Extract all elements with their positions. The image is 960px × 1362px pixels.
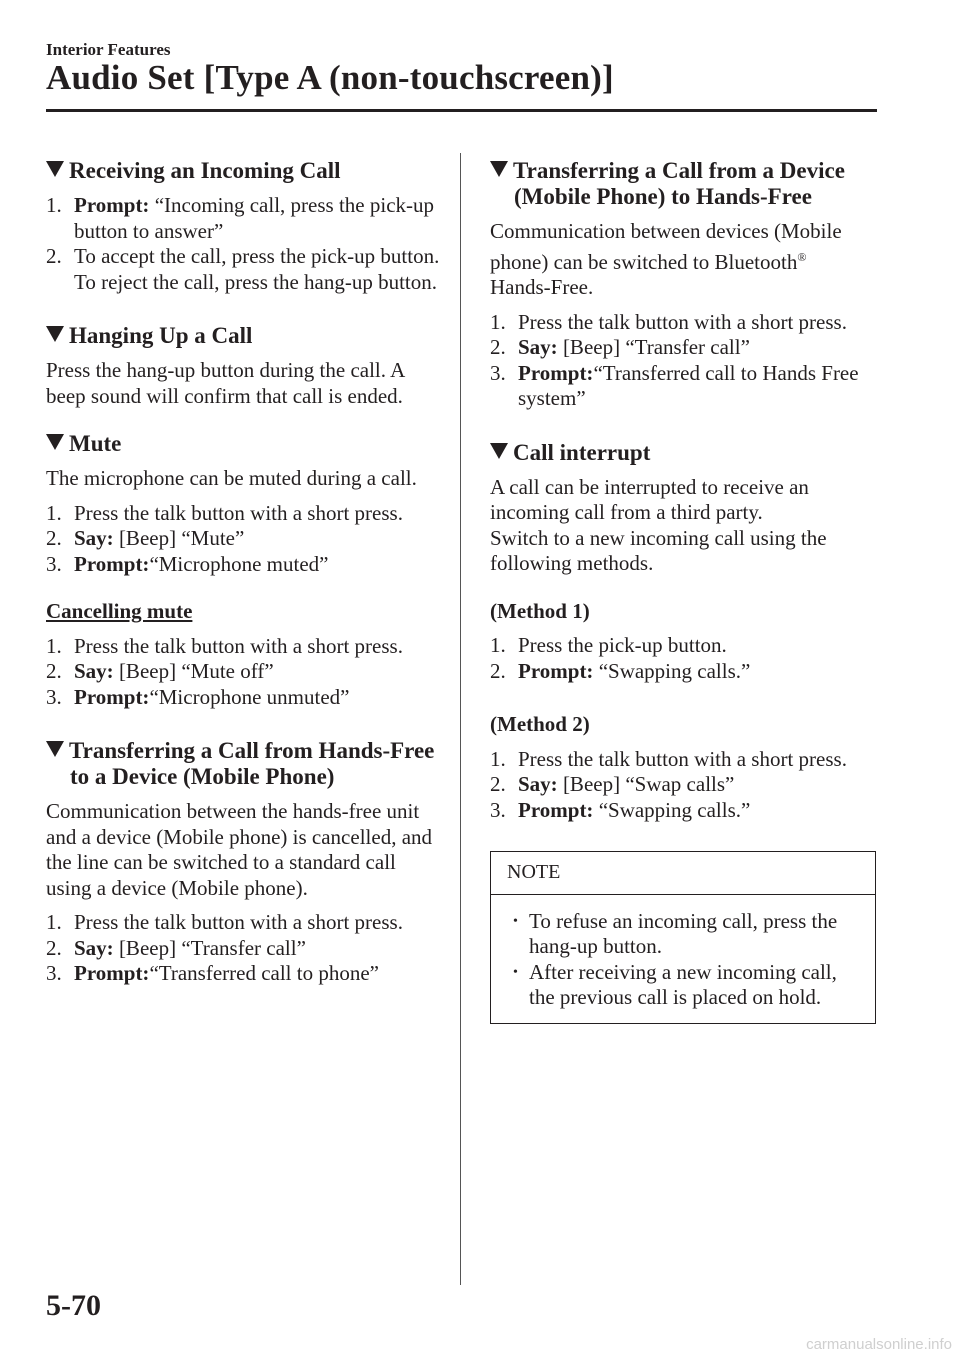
triangle-marker-icon xyxy=(46,741,64,757)
column-divider xyxy=(460,153,461,1285)
triangle-marker-icon xyxy=(490,161,508,177)
method-1-heading: (Method 1) xyxy=(490,598,590,623)
right-column xyxy=(490,158,880,1024)
interrupt-body: A call can be interrupted to receive an incoming call from a third party. xyxy=(490,474,809,524)
note-title: NOTE xyxy=(491,852,875,895)
list-item: 2. Say: [Beep] “Transfer call” xyxy=(46,935,306,960)
cancel-mute-heading: Cancelling mute xyxy=(46,599,193,623)
list-item: • After receiving a new incoming call, the previous call is placed on hold. xyxy=(513,959,837,1009)
transfer-to-device-body: Communication between the hands-free unit and a device (Mobile phone) is cancelled, and the line can be switched to a standard call using a device (Mobile phone). xyxy=(46,799,433,900)
heading-hanging-up: Hanging Up a Call xyxy=(46,323,441,349)
cancel-mute-steps xyxy=(46,634,441,711)
interrupt-body-2: Switch to a new incoming call using the following methods. xyxy=(490,525,827,575)
list-item: 3. Prompt:“Microphone muted” xyxy=(46,551,329,576)
heading-transfer-to-device: Transferring a Call from Hands-Free to a Device (Mobile Phone) xyxy=(46,738,441,790)
list-item: 1. Press the talk button with a short press. xyxy=(46,500,403,525)
list-item: 1. Press the talk button with a short press. xyxy=(490,309,847,334)
heading-receiving-call: Receiving an Incoming Call xyxy=(46,158,441,184)
page-title: Audio Set [Type A (non-touchscreen)] xyxy=(46,58,614,97)
list-item: 1. Press the pick-up button. xyxy=(490,633,727,657)
list-item: 2. Say: [Beep] “Mute” xyxy=(46,526,245,550)
page-number: 5-70 xyxy=(46,1289,101,1322)
list-item: 2. Say: [Beep] “Transfer call” xyxy=(490,335,750,359)
method-1-steps xyxy=(490,633,880,684)
list-item: 1. Press the talk button with a short press. xyxy=(46,910,403,934)
method-2-heading: (Method 2) xyxy=(490,712,590,736)
list-item: 2. Prompt: “Swapping calls.” xyxy=(490,658,751,683)
list-item: 1. Press the talk button with a short press. xyxy=(46,633,403,658)
list-item: 3. Prompt:“Transferred call to phone” xyxy=(46,961,379,985)
list-item: 3. Prompt:“Transferred call to Hands Free system” xyxy=(490,360,859,410)
mute-steps xyxy=(46,501,441,578)
section-label: Interior Features xyxy=(46,40,171,59)
list-item: 3. Prompt:“Microphone unmuted” xyxy=(46,684,350,709)
list-item: 1. Press the talk button with a short press. xyxy=(490,746,847,771)
heading-mute: Mute xyxy=(46,431,441,457)
bullet-icon: • xyxy=(513,964,518,980)
triangle-marker-icon xyxy=(46,161,64,177)
mute-body: The microphone can be muted during a call. xyxy=(46,466,417,490)
list-item: 1. Prompt: “Incoming call, press the pick-up button to answer” xyxy=(46,193,435,243)
triangle-marker-icon xyxy=(490,443,508,459)
triangle-marker-icon xyxy=(46,326,64,342)
header-rule xyxy=(46,109,877,112)
list-item: 2. Say: [Beep] “Mute off” xyxy=(46,659,274,683)
list-item: 3. Prompt: “Swapping calls.” xyxy=(490,797,751,822)
heading-call-interrupt: Call interrupt xyxy=(490,440,880,466)
note-body xyxy=(491,895,875,1023)
watermark: carmanualsonline.info xyxy=(806,1336,952,1353)
list-item: 2. Say: [Beep] “Swap calls” xyxy=(490,772,735,796)
transfer-to-device-steps xyxy=(46,910,441,987)
method-2-steps xyxy=(490,747,880,824)
triangle-marker-icon xyxy=(46,434,64,450)
transfer-to-handsfree-body: Communication between devices (Mobile phone) can be switched to Bluetooth® Hands-Free. xyxy=(490,219,842,299)
receiving-steps xyxy=(46,193,441,295)
list-item: • To refuse an incoming call, press the hang-up button. xyxy=(513,908,838,958)
hanging-body: Press the hang-up button during the call. A beep sound will confirm that call is ended. xyxy=(46,358,405,408)
bullet-icon: • xyxy=(513,913,518,929)
transfer-to-handsfree-steps xyxy=(490,310,880,412)
note-box xyxy=(490,851,876,1024)
left-column xyxy=(46,158,441,987)
list-item: 2. To accept the call, press the pick-up button. To reject the call, press the hang-up button. xyxy=(46,244,440,294)
heading-transfer-to-handsfree: Transferring a Call from a Device (Mobile Phone) to Hands-Free xyxy=(490,158,880,210)
